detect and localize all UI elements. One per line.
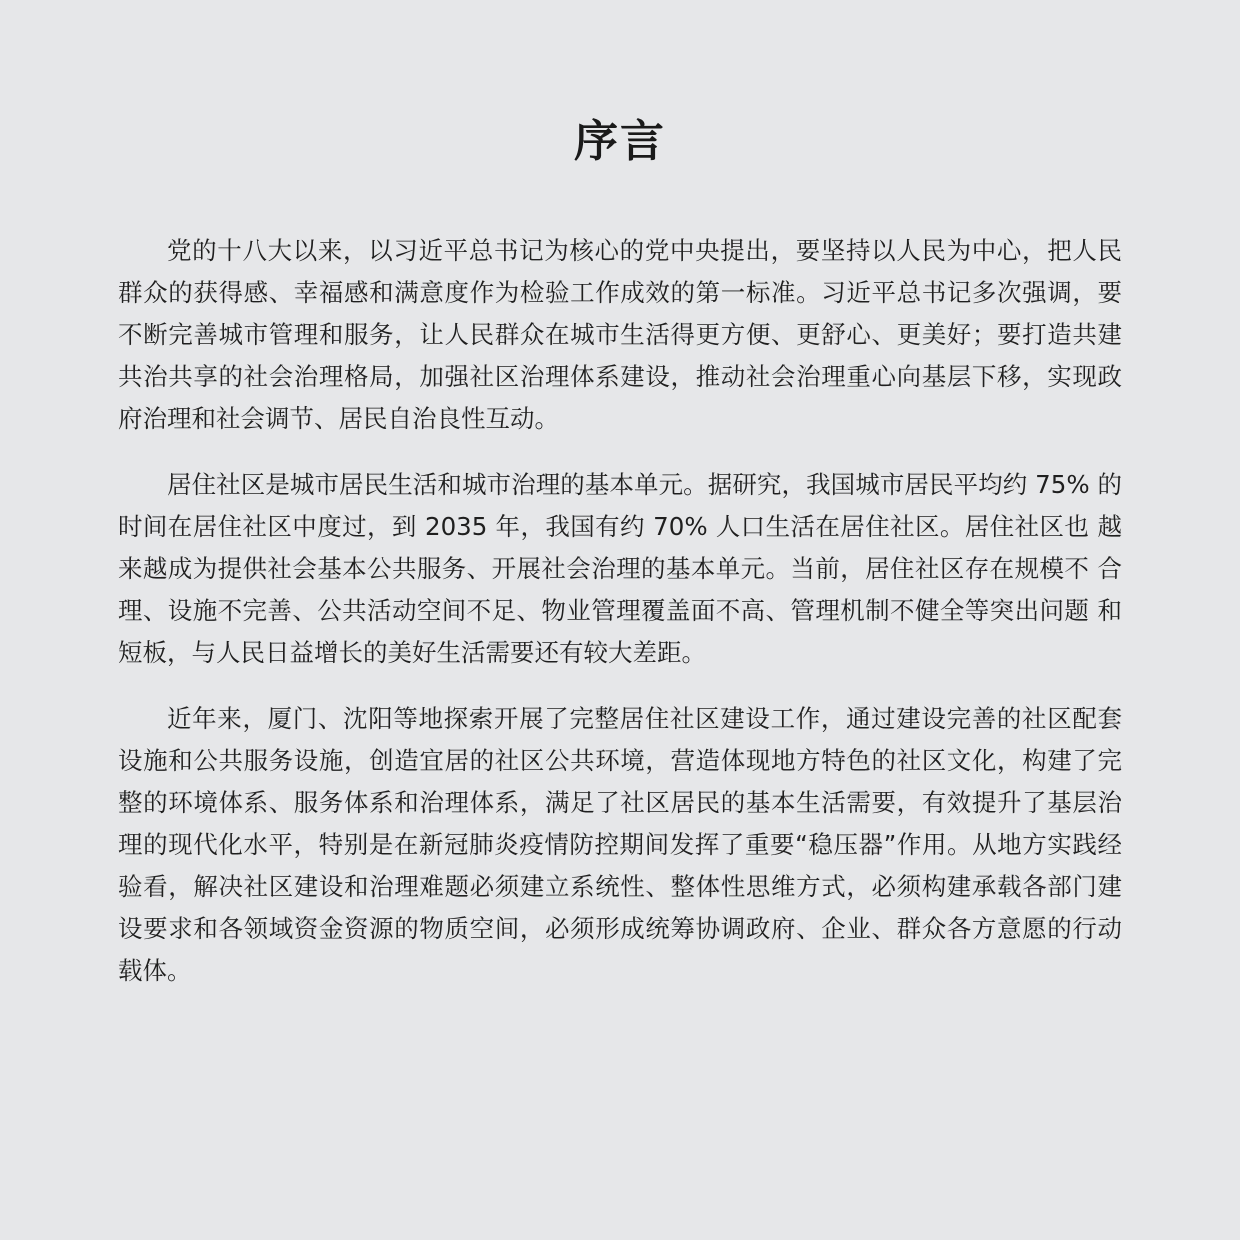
page-title: 序言 bbox=[574, 116, 666, 167]
document-body bbox=[118, 230, 1122, 992]
paragraph-3: 近年来，厦门、沈阳等地探索开展了完整居住社区建设工作，通过建设完善的社区配套设施和公共服务设施，创造宜居的社区公共环境，营造体现地方特色的社区文化，构建了完整的环境体系、服务体系和治理体系，满足了社区居民的基本生活需要，有效提升了基层治理的现代化水平，特别是在新冠肺炎疫情防控期间发挥了重要“稳压器”作用。从地方实践经验看，解决社区建设和治理难题必须建立系统性、整体性思维方式，必须构建承载各部门建设要求和各领域资金资源的物质空间，必须形成统筹协调政府、企业、群众各方意愿的行动载体。 bbox=[118, 704, 1122, 985]
paragraph-2: 居住社区是城市居民生活和城市治理的基本单元。据研究，我国城市居民平均约 75% 的时间在居住社区中度过，到 2035 年，我国有约 70% 人口生活在居住社区。居住社区也 越来越成为提供社会基本公共服务、开展社会治理的基本单元。当前，居住社区存在规模不 合理、设施不完善、公共活动空间不足、物业管理覆盖面不高、管理机制不健全等突出问题 和短板，与人民日益增长的美好生活需要还有较大差距。 bbox=[118, 470, 1122, 667]
paragraph-1: 党的十八大以来，以习近平总书记为核心的党中央提出，要坚持以人民为中心，把人民群众的获得感、幸福感和满意度作为检验工作成效的第一标准。习近平总书记多次强调，要不断完善城市管理和服务，让人民群众在城市生活得更方便、更舒心、更美好；要打造共建共治共享的社会治理格局，加强社区治理体系建设，推动社会治理重心向基层下移，实现政府治理和社会调节、居民自治良性互动。 bbox=[118, 236, 1122, 433]
